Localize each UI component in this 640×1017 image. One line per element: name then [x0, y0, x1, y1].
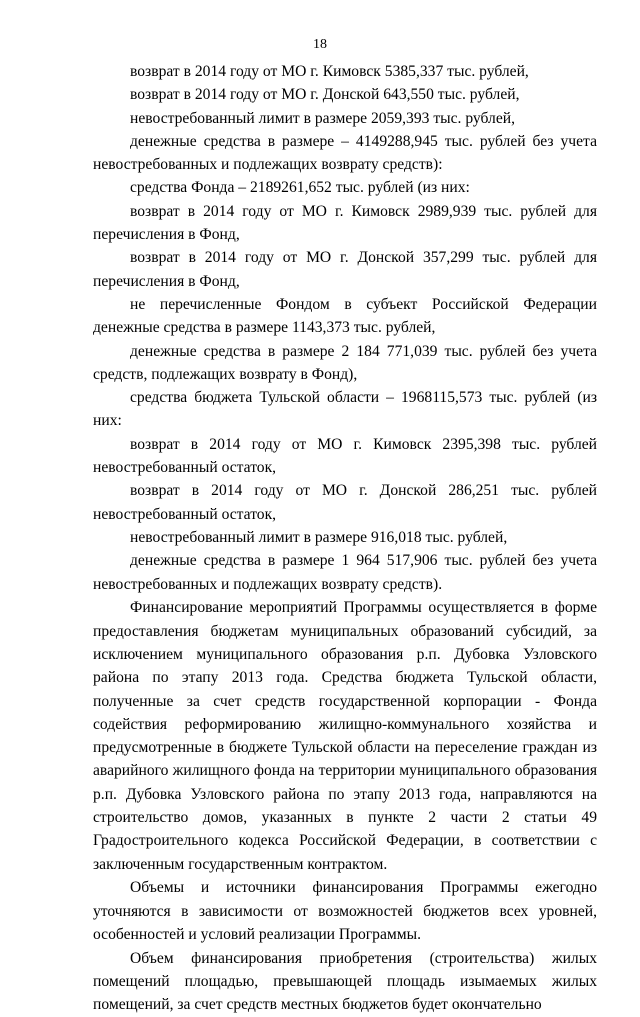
paragraph-16: Объемы и источники финансирования Программы ежегодно уточняются в зависимости от возможностей бюджетов всех уровней, особенностей и условий реализации Программы. [93, 879, 597, 943]
paragraph-6: возврат в 2014 году от МО г. Кимовск 2989,939 тыс. рублей для перечисления в Фонд, [93, 202, 597, 244]
paragraph-17: Объем финансирования приобретения (строительства) жилых помещений площадью, превышающей площадь изымаемых жилых помещений, за счет средств местных бюджетов будет окончательно [93, 949, 597, 1014]
paragraph-11: возврат в 2014 году от МО г. Кимовск 2395,398 тыс. рублей невостребованный остаток, [93, 435, 597, 477]
paragraph-2: возврат в 2014 году от МО г. Донской 643,550 тыс. рублей, [130, 86, 520, 104]
paragraph-1: возврат в 2014 году от МО г. Кимовск 5385,337 тыс. рублей, [130, 63, 529, 80]
paragraph-8: не перечисленные Фондом в субъект Российской Федерации денежные средства в размере 1143,373 тыс. рублей, [93, 295, 597, 337]
paragraph-5: средства Фонда – 2189261,652 тыс. рублей (из них: [130, 179, 470, 197]
paragraph-4: денежные средства в размере – 4149288,945 тыс. рублей без учета невостребованных и подлежащих возврату средств): [93, 132, 597, 174]
paragraph-14: денежные средства в размере 1 964 517,906 тыс. рублей без учета невостребованных и подлежащих возврату средств). [93, 552, 597, 593]
paragraph-9: денежные средства в размере 2 184 771,039 тыс. рублей без учета средств, подлежащих возврату в Фонд), [93, 342, 597, 383]
paragraph-7: возврат в 2014 году от МО г. Донской 357,299 тыс. рублей для перечисления в Фонд, [93, 249, 597, 290]
paragraph-10: средства бюджета Тульской области – 1968115,573 тыс. рублей (из них: [93, 389, 597, 430]
page-number: 18 [313, 37, 327, 52]
paragraph-15: Финансирование мероприятий Программы осуществляется в форме предоставления бюджетам муниципальных образований субсидий, за исключением муниципального образования р.п. Дубовка Узловского района по этапу 2013 года. Средства бюджета Тульской области, полученные за счет средств государственной корпорации - Фонда содействия реформированию жилищно-коммунального хозяйства и предусмотренные в бюджете Тульской области на переселение граждан из аварийного жилищного фонда на территории муниципального образования р.п. Дубовка Узловского района по этапу 2013 года, направляются на строительство домов, указанных в пункте 2 части 2 статьи 49 Градостроительного кодекса Российской Федерации, в соответствии с заключенным государственным контрактом. [93, 599, 597, 873]
document-body [93, 60, 597, 1017]
paragraph-13: невостребованный лимит в размере 916,018 тыс. рублей, [130, 528, 508, 546]
paragraph-12: возврат в 2014 году от МО г. Донской 286,251 тыс. рублей невостребованный остаток, [93, 482, 597, 523]
paragraph-3: невостребованный лимит в размере 2059,393 тыс. рублей, [130, 109, 516, 127]
